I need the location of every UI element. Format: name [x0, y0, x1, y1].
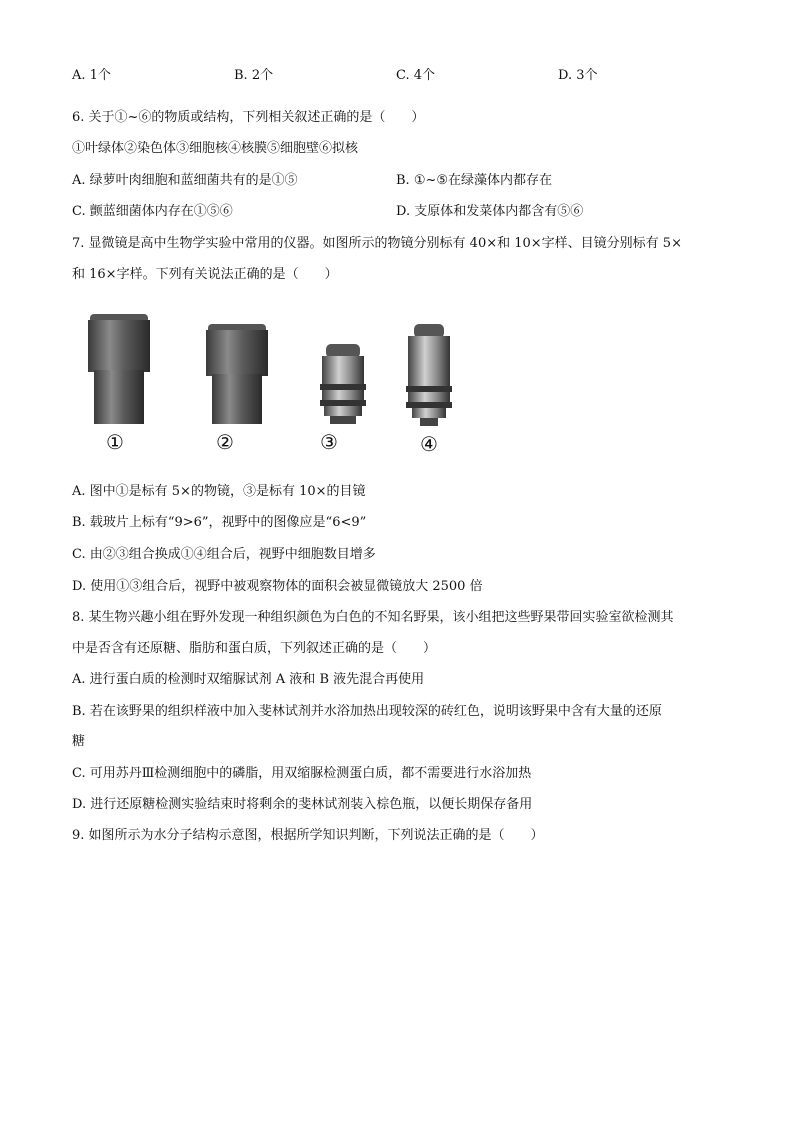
figure-label-3: ③: [320, 430, 338, 454]
figure-label-2: ②: [216, 430, 234, 454]
q8-stem-line2: 中是否含有还原糖、脂肪和蛋白质，下列叙述正确的是（ ）: [72, 641, 437, 656]
q6-items: ①叶绿体②染色体③细胞核④核膜⑤细胞壁⑥拟核: [72, 141, 359, 156]
q5-option-d: D. 3个: [558, 68, 598, 83]
q8-option-b-cont: 糖: [72, 734, 86, 749]
q6-option-b: B. ①~⑤在绿藻体内都存在: [396, 173, 553, 188]
q8-option-a: A. 进行蛋白质的检测时双缩脲试剂 A 液和 B 液先混合再使用: [72, 672, 425, 687]
q5-option-c: C. 4个: [396, 68, 436, 83]
q5-option-a: A. 1个: [72, 68, 111, 83]
q7-option-a: A. 图中①是标有 5×的物镜，③是标有 10×的目镜: [72, 484, 366, 499]
lens-illustration: [78, 306, 458, 466]
q7-stem-line2: 和 16×字样。下列有关说法正确的是（ ）: [72, 267, 338, 282]
figure-label-1: ①: [106, 430, 124, 454]
q8-option-c: C. 可用苏丹Ⅲ检测细胞中的磷脂，用双缩脲检测蛋白质，都不需要进行水浴加热: [72, 766, 532, 781]
q6-option-c: C. 颤蓝细菌体内存在①⑤⑥: [72, 204, 233, 219]
q8-option-d: D. 进行还原糖检测实验结束时将剩余的斐林试剂装入棕色瓶，以便长期保存备用: [72, 797, 533, 812]
q7-option-b: B. 载玻片上标有“9>6”，视野中的图像应是“6<9”: [72, 515, 367, 530]
q6-option-a: A. 绿萝叶肉细胞和蓝细菌共有的是①⑤: [72, 173, 298, 188]
eyepiece-1-icon: [88, 314, 150, 424]
microscope-lens-figure: [78, 306, 458, 466]
q8-stem-line1: 8. 某生物兴趣小组在野外发现一种组织颜色为白色的不知名野果，该小组把这些野果带回实验室欲检测其: [72, 610, 674, 625]
objective-4-icon: [406, 324, 452, 426]
q7-option-d: D. 使用①③组合后，视野中被观察物体的面积会被显微镜放大 2500 倍: [72, 579, 483, 594]
q6-option-d: D. 支原体和发菜体内都含有⑤⑥: [396, 204, 584, 219]
figure-label-4: ④: [420, 432, 438, 456]
eyepiece-2-icon: [206, 324, 268, 424]
q5-option-b: B. 2个: [234, 68, 274, 83]
q9-stem: 9. 如图所示为水分子结构示意图，根据所学知识判断，下列说法正确的是（ ）: [72, 828, 544, 843]
q8-option-b: B. 若在该野果的组织样液中加入斐林试剂并水浴加热出现较深的砖红色，说明该野果中含有大量的还原: [72, 704, 662, 719]
q7-stem-line1: 7. 显微镜是高中生物学实验中常用的仪器。如图所示的物镜分别标有 40×和 10×字样、目镜分别标有 5×: [72, 236, 682, 251]
objective-3-icon: [320, 344, 366, 424]
q7-option-c: C. 由②③组合换成①④组合后，视野中细胞数目增多: [72, 547, 376, 562]
q6-stem: 6. 关于①~⑥的物质或结构，下列相关叙述正确的是（ ）: [72, 110, 425, 125]
